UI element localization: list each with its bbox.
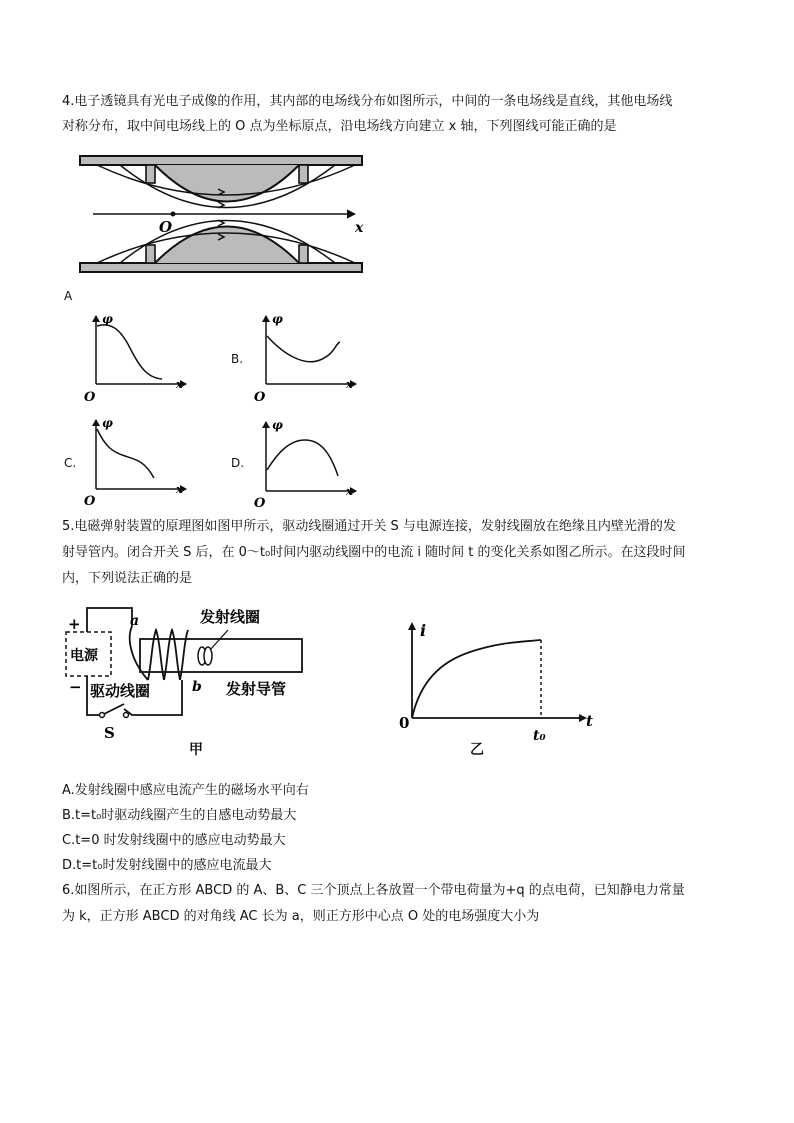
- graph-b-xlabel: x: [346, 378, 353, 391]
- q5-line-1: 5.电磁弹射装置的原理图如图甲所示，驱动线圈通过开关 S 与电源连接，发射线圈放在绝缘且内壁光滑的发: [62, 519, 676, 534]
- minus-terminal-label: −: [69, 678, 82, 696]
- graph-b-origin: O: [254, 390, 266, 403]
- q6-line-2: 为 k，正方形 ABCD 的对角线 AC 长为 a，则正方形中心点 O 处的电场强度大小为: [62, 909, 540, 924]
- terminal-b-label: b: [192, 679, 202, 695]
- graph-b-ylabel: φ: [272, 312, 283, 326]
- drive-coil-label: 驱动线圈: [90, 682, 151, 700]
- graph-a-xlabel: x: [176, 378, 183, 391]
- figure-jia-caption: 甲: [189, 742, 203, 758]
- graph-d-xlabel: x: [346, 485, 353, 498]
- q5-option-d: D.t=t₀时发射线圈中的感应电流最大: [62, 858, 272, 873]
- launch-coil-label: 发射线圈: [200, 608, 261, 626]
- option-a-label: A: [64, 289, 73, 303]
- launch-tube-label: 发射导管: [226, 680, 287, 698]
- bottom-left-tab: [146, 245, 155, 263]
- launch-tube: [140, 639, 302, 672]
- option-c-label: C.: [64, 456, 77, 470]
- top-lens-bulge: [155, 165, 299, 202]
- graph-origin-label: 0: [399, 714, 410, 732]
- q5-option-a: A.发射线圈中感应电流产生的磁场水平向右: [62, 783, 309, 798]
- terminal-a-label: a: [130, 613, 140, 629]
- graph-b-curve: [267, 336, 340, 362]
- bottom-plate: [80, 263, 362, 272]
- t0-label: t₀: [533, 728, 546, 744]
- graph-c-origin: O: [84, 494, 96, 507]
- bottom-right-tab: [299, 245, 308, 263]
- x-axis-label: x: [355, 220, 364, 236]
- graph-d: [250, 412, 365, 509]
- origin-label: O: [159, 218, 173, 236]
- plus-terminal-label: +: [68, 615, 81, 633]
- top-left-tab: [146, 165, 155, 183]
- graph-c-ylabel: φ: [102, 416, 113, 430]
- graph-a-curve: [97, 325, 162, 379]
- switch-label: S: [104, 724, 115, 742]
- graph-d-curve: [267, 440, 338, 476]
- graph-d-origin: O: [254, 496, 266, 509]
- power-source-label: 电源: [70, 648, 98, 664]
- graph-a: [80, 308, 195, 403]
- q5-option-b: B.t=t₀时驱动线圈产生的自感电动势最大: [62, 808, 297, 823]
- current-time-graph-yi: [390, 612, 600, 747]
- top-right-tab: [299, 165, 308, 183]
- option-b-label: B.: [231, 352, 244, 366]
- circuit-figure-jia: [60, 600, 320, 760]
- graph-c-xlabel: x: [176, 483, 183, 496]
- graph-c: [80, 412, 195, 507]
- top-plate: [80, 156, 362, 165]
- figure-yi-caption: 乙: [470, 742, 484, 758]
- launch-coil-pointer: [210, 630, 228, 650]
- q5-line-2: 射导管内。闭合开关 S 后，在 0～t₀时间内驱动线圈中的电流 i 随时间 t 的变化关系如图乙所示。在这段时间: [62, 545, 686, 560]
- q5-line-3: 内，下列说法正确的是: [62, 571, 193, 586]
- switch-contact-right: [124, 713, 129, 718]
- option-d-label: D.: [231, 456, 245, 470]
- q4-line-2: 对称分布，取中间电场线上的 O 点为坐标原点，沿电场线方向建立 x 轴，下列图线可能正确的是: [62, 119, 617, 134]
- graph-b: [250, 308, 365, 403]
- origin-point: [171, 212, 176, 217]
- current-curve: [412, 640, 541, 718]
- current-axis-label: i: [420, 621, 427, 640]
- q5-option-c: C.t=0 时发射线圈中的感应电动势最大: [62, 833, 286, 848]
- q6-line-1: 6.如图所示，在正方形 ABCD 的 A、B、C 三个顶点上各放置一个带电荷量为+q 的点电荷，已知静电力常量: [62, 883, 685, 898]
- graph-c-curve: [97, 429, 154, 478]
- bottom-lens-bulge: [155, 227, 299, 264]
- graph-d-ylabel: φ: [272, 418, 283, 432]
- graph-a-ylabel: φ: [102, 312, 113, 326]
- graph-a-origin: O: [84, 390, 96, 403]
- time-axis-label: t: [586, 712, 593, 730]
- q4-line-1: 4.电子透镜具有光电子成像的作用，其内部的电场线分布如图所示，中间的一条电场线是直线，其他电场线: [62, 94, 673, 109]
- switch-blade: [104, 704, 124, 714]
- electron-lens-figure: [75, 150, 375, 285]
